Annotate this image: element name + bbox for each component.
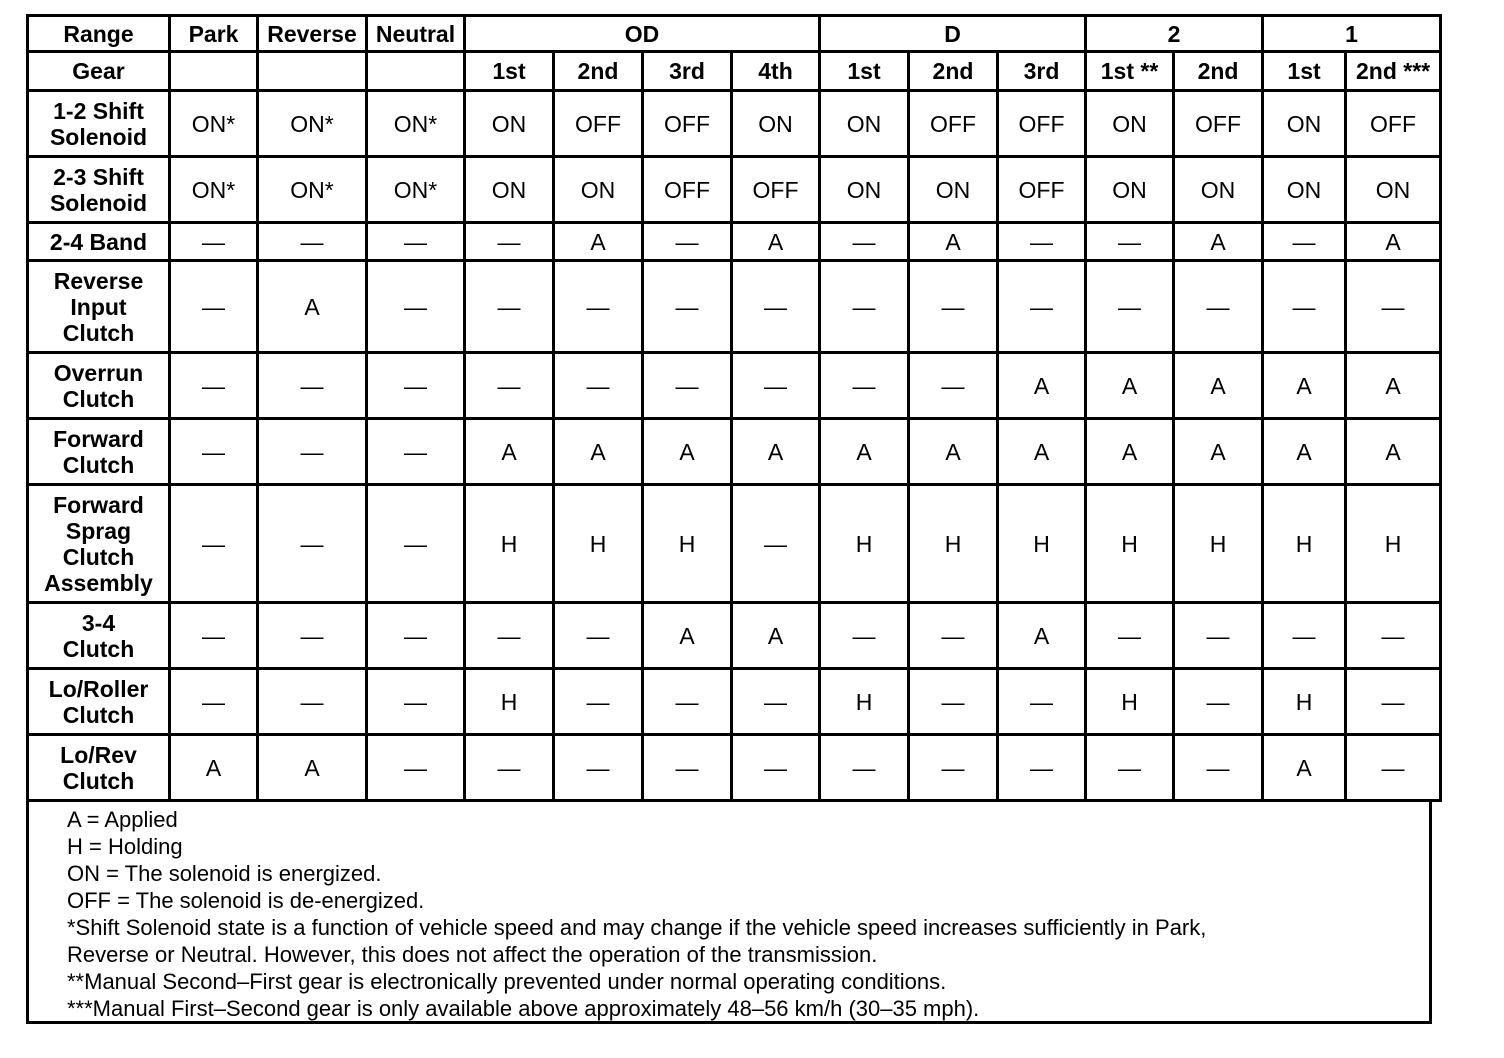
state-cell: —	[1174, 261, 1263, 353]
state-cell: —	[258, 353, 367, 419]
clutch-application-table	[26, 14, 1442, 802]
state-cell: —	[1263, 603, 1346, 669]
state-cell: —	[909, 735, 998, 801]
state-cell: ON*	[367, 157, 465, 223]
state-cell: ON	[1086, 91, 1174, 157]
state-cell: —	[820, 603, 909, 669]
state-cell: —	[258, 419, 367, 485]
state-cell: A	[554, 223, 643, 261]
component-row	[28, 485, 1441, 603]
gear-header: 2nd	[909, 52, 998, 91]
state-cell: ON	[1086, 157, 1174, 223]
gear-header: 3rd	[643, 52, 732, 91]
state-cell: ON	[820, 157, 909, 223]
state-cell: —	[170, 261, 258, 353]
state-cell: H	[820, 669, 909, 735]
state-cell: OFF	[643, 91, 732, 157]
range-od: OD	[465, 16, 820, 52]
note-line: ***Manual First–Second gear is only available above approximately 48–56 km/h (30–35 mph).	[67, 996, 980, 1021]
component-label: Reverse Input Clutch	[28, 261, 170, 353]
state-cell: —	[732, 735, 820, 801]
state-cell: —	[998, 669, 1086, 735]
state-cell: —	[1174, 735, 1263, 801]
state-cell: —	[465, 223, 554, 261]
gear-header: 1st	[1263, 52, 1346, 91]
state-cell: H	[643, 485, 732, 603]
gear-label: Gear	[28, 52, 170, 91]
state-cell: A	[998, 603, 1086, 669]
component-row	[28, 419, 1441, 485]
component-label: 2-4 Band	[28, 223, 170, 261]
component-row	[28, 261, 1441, 353]
state-cell: —	[258, 669, 367, 735]
state-cell: —	[643, 669, 732, 735]
state-cell: H	[909, 485, 998, 603]
state-cell: A	[820, 419, 909, 485]
component-label: Overrun Clutch	[28, 353, 170, 419]
state-cell: H	[998, 485, 1086, 603]
state-cell: —	[367, 353, 465, 419]
state-cell: A	[258, 261, 367, 353]
state-cell: —	[820, 353, 909, 419]
state-cell: OFF	[732, 157, 820, 223]
state-cell: —	[1263, 223, 1346, 261]
state-cell: —	[465, 353, 554, 419]
gear-header: 2nd	[1174, 52, 1263, 91]
state-cell: —	[643, 261, 732, 353]
state-cell: —	[1346, 603, 1441, 669]
note-line: **Manual Second–First gear is electronically prevented under normal operating conditions.	[67, 969, 947, 994]
state-cell: A	[1346, 223, 1441, 261]
state-cell: ON	[820, 91, 909, 157]
state-cell: OFF	[909, 91, 998, 157]
state-cell: H	[1263, 485, 1346, 603]
gear-header: 3rd	[998, 52, 1086, 91]
component-row	[28, 91, 1441, 157]
component-label: Lo/Roller Clutch	[28, 669, 170, 735]
state-cell: —	[732, 669, 820, 735]
state-cell: —	[1346, 669, 1441, 735]
state-cell: A	[1263, 735, 1346, 801]
state-cell: ON	[1263, 91, 1346, 157]
state-cell: H	[465, 669, 554, 735]
state-cell: —	[1346, 735, 1441, 801]
state-cell: A	[1174, 223, 1263, 261]
state-cell: A	[1086, 353, 1174, 419]
state-cell: H	[1086, 669, 1174, 735]
state-cell: —	[643, 223, 732, 261]
state-cell: A	[998, 419, 1086, 485]
state-cell: —	[367, 261, 465, 353]
state-cell: H	[1346, 485, 1441, 603]
legend-notes	[26, 802, 1432, 1024]
note-line: A = Applied	[67, 807, 178, 832]
state-cell: —	[170, 485, 258, 603]
gear-header: 2nd ***	[1346, 52, 1441, 91]
state-cell: —	[554, 603, 643, 669]
state-cell: —	[258, 603, 367, 669]
component-label: 2-3 Shift Solenoid	[28, 157, 170, 223]
state-cell: —	[367, 419, 465, 485]
gear-empty-cell	[367, 52, 465, 91]
state-cell: —	[998, 223, 1086, 261]
state-cell: A	[1263, 353, 1346, 419]
state-cell: OFF	[1174, 91, 1263, 157]
state-cell: H	[820, 485, 909, 603]
state-cell: —	[643, 353, 732, 419]
state-cell: ON	[1263, 157, 1346, 223]
component-row	[28, 735, 1441, 801]
state-cell: ON*	[258, 91, 367, 157]
component-label: Forward Sprag Clutch Assembly	[28, 485, 170, 603]
state-cell: —	[1086, 603, 1174, 669]
state-cell: —	[820, 223, 909, 261]
range-reverse: Reverse	[258, 16, 367, 52]
state-cell: OFF	[554, 91, 643, 157]
state-cell: H	[465, 485, 554, 603]
component-row	[28, 157, 1441, 223]
component-label: Forward Clutch	[28, 419, 170, 485]
state-cell: —	[367, 223, 465, 261]
state-cell: —	[170, 223, 258, 261]
state-cell: A	[1086, 419, 1174, 485]
state-cell: —	[465, 603, 554, 669]
component-row	[28, 669, 1441, 735]
gear-header: 1st **	[1086, 52, 1174, 91]
state-cell: —	[909, 603, 998, 669]
gear-header: 1st	[465, 52, 554, 91]
state-cell: H	[1174, 485, 1263, 603]
state-cell: —	[465, 735, 554, 801]
note-line: Reverse or Neutral. However, this does not affect the operation of the transmission.	[67, 942, 878, 967]
state-cell: —	[367, 603, 465, 669]
state-cell: —	[258, 223, 367, 261]
range-park: Park	[170, 16, 258, 52]
state-cell: —	[732, 261, 820, 353]
range-header-row	[28, 16, 1441, 52]
component-row	[28, 223, 1441, 261]
note-line: ON = The solenoid is energized.	[67, 861, 382, 886]
state-cell: A	[170, 735, 258, 801]
state-cell: ON	[1174, 157, 1263, 223]
state-cell: ON*	[258, 157, 367, 223]
state-cell: —	[554, 261, 643, 353]
state-cell: A	[732, 419, 820, 485]
state-cell: OFF	[998, 157, 1086, 223]
gear-header: 2nd	[554, 52, 643, 91]
state-cell: —	[820, 261, 909, 353]
gear-empty-cell	[170, 52, 258, 91]
state-cell: —	[367, 669, 465, 735]
note-line: *Shift Solenoid state is a function of vehicle speed and may change if the vehicle speed increases sufficiently in Park,	[67, 915, 1207, 940]
state-cell: A	[732, 223, 820, 261]
state-cell: A	[258, 735, 367, 801]
state-cell: ON*	[170, 91, 258, 157]
component-row	[28, 353, 1441, 419]
state-cell: —	[1086, 261, 1174, 353]
state-cell: A	[909, 223, 998, 261]
state-cell: —	[732, 353, 820, 419]
state-cell: —	[1263, 261, 1346, 353]
state-cell: OFF	[1346, 91, 1441, 157]
note-line: H = Holding	[67, 834, 183, 859]
state-cell: —	[554, 353, 643, 419]
state-cell: ON	[465, 157, 554, 223]
state-cell: H	[1263, 669, 1346, 735]
state-cell: H	[554, 485, 643, 603]
range-label: Range	[28, 16, 170, 52]
state-cell: —	[643, 735, 732, 801]
state-cell: —	[170, 419, 258, 485]
range-2: 2	[1086, 16, 1263, 52]
state-cell: —	[554, 669, 643, 735]
state-cell: A	[1346, 353, 1441, 419]
state-cell: A	[998, 353, 1086, 419]
state-cell: A	[732, 603, 820, 669]
state-cell: ON	[554, 157, 643, 223]
gear-header-row	[28, 52, 1441, 91]
state-cell: A	[1346, 419, 1441, 485]
state-cell: —	[170, 669, 258, 735]
state-cell: —	[1174, 669, 1263, 735]
state-cell: —	[909, 261, 998, 353]
state-cell: —	[170, 603, 258, 669]
state-cell: —	[998, 261, 1086, 353]
state-cell: A	[554, 419, 643, 485]
state-cell: ON	[732, 91, 820, 157]
state-cell: —	[1174, 603, 1263, 669]
state-cell: A	[1174, 419, 1263, 485]
state-cell: ON*	[367, 91, 465, 157]
state-cell: —	[367, 735, 465, 801]
state-cell: ON*	[170, 157, 258, 223]
component-label: 3-4 Clutch	[28, 603, 170, 669]
state-cell: —	[1086, 223, 1174, 261]
component-label: Lo/Rev Clutch	[28, 735, 170, 801]
state-cell: ON	[465, 91, 554, 157]
transmission-chart	[26, 14, 1438, 1024]
state-cell: OFF	[998, 91, 1086, 157]
state-cell: —	[1086, 735, 1174, 801]
gear-header: 1st	[820, 52, 909, 91]
state-cell: ON	[1346, 157, 1441, 223]
state-cell: —	[998, 735, 1086, 801]
component-row	[28, 603, 1441, 669]
state-cell: —	[909, 353, 998, 419]
state-cell: A	[643, 603, 732, 669]
state-cell: —	[732, 485, 820, 603]
state-cell: —	[170, 353, 258, 419]
state-cell: —	[258, 485, 367, 603]
note-line: OFF = The solenoid is de-energized.	[67, 888, 425, 913]
state-cell: —	[1346, 261, 1441, 353]
gear-empty-cell	[258, 52, 367, 91]
state-cell: A	[1174, 353, 1263, 419]
range-neutral: Neutral	[367, 16, 465, 52]
state-cell: —	[367, 485, 465, 603]
state-cell: —	[465, 261, 554, 353]
gear-header: 4th	[732, 52, 820, 91]
state-cell: ON	[909, 157, 998, 223]
range-d: D	[820, 16, 1086, 52]
range-1: 1	[1263, 16, 1441, 52]
state-cell: A	[465, 419, 554, 485]
state-cell: —	[909, 669, 998, 735]
state-cell: OFF	[643, 157, 732, 223]
state-cell: A	[1263, 419, 1346, 485]
state-cell: H	[1086, 485, 1174, 603]
component-label: 1-2 Shift Solenoid	[28, 91, 170, 157]
state-cell: A	[643, 419, 732, 485]
state-cell: A	[909, 419, 998, 485]
state-cell: —	[820, 735, 909, 801]
state-cell: —	[554, 735, 643, 801]
